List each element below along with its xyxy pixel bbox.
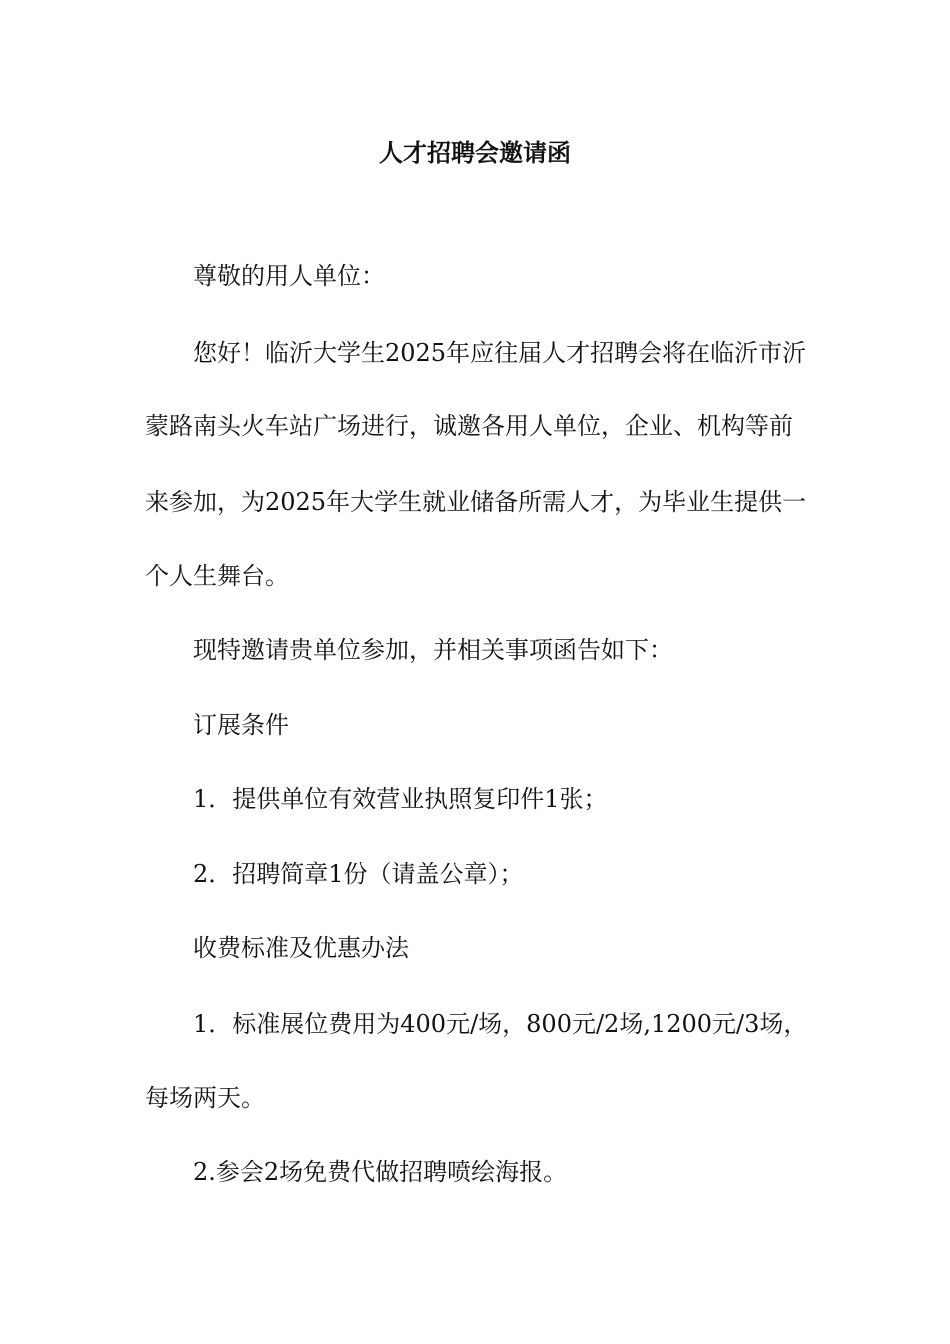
list-item: 1．标准展位费用为400元/场，800元/2场,1200元/3场， — [193, 1010, 808, 1038]
paragraph-line: 现特邀请贵单位参加，并相关事项函告如下： — [193, 636, 673, 664]
list-item-continuation: 每场两天。 — [145, 1084, 265, 1112]
paragraph-line: 您好！临沂大学生2025年应往届人才招聘会将在临沂市沂 — [193, 339, 807, 367]
salutation: 尊敬的用人单位： — [193, 262, 385, 290]
document-title: 人才招聘会邀请函 — [379, 138, 571, 167]
section-heading: 收费标准及优惠办法 — [193, 934, 409, 962]
paragraph-line: 蒙路南头火车站广场进行，诚邀各用人单位，企业、机构等前 — [145, 412, 793, 440]
paragraph-line: 个人生舞台。 — [145, 562, 289, 590]
paragraph-line: 来参加，为2025年大学生就业储备所需人才，为毕业生提供一 — [145, 488, 807, 516]
list-item: 2.参会2场免费代做招聘喷绘海报。 — [193, 1158, 568, 1186]
list-item: 2．招聘简章1份（请盖公章）； — [193, 860, 524, 888]
list-item: 1．提供单位有效营业执照复印件1张； — [193, 785, 608, 813]
section-heading: 订展条件 — [193, 711, 289, 739]
